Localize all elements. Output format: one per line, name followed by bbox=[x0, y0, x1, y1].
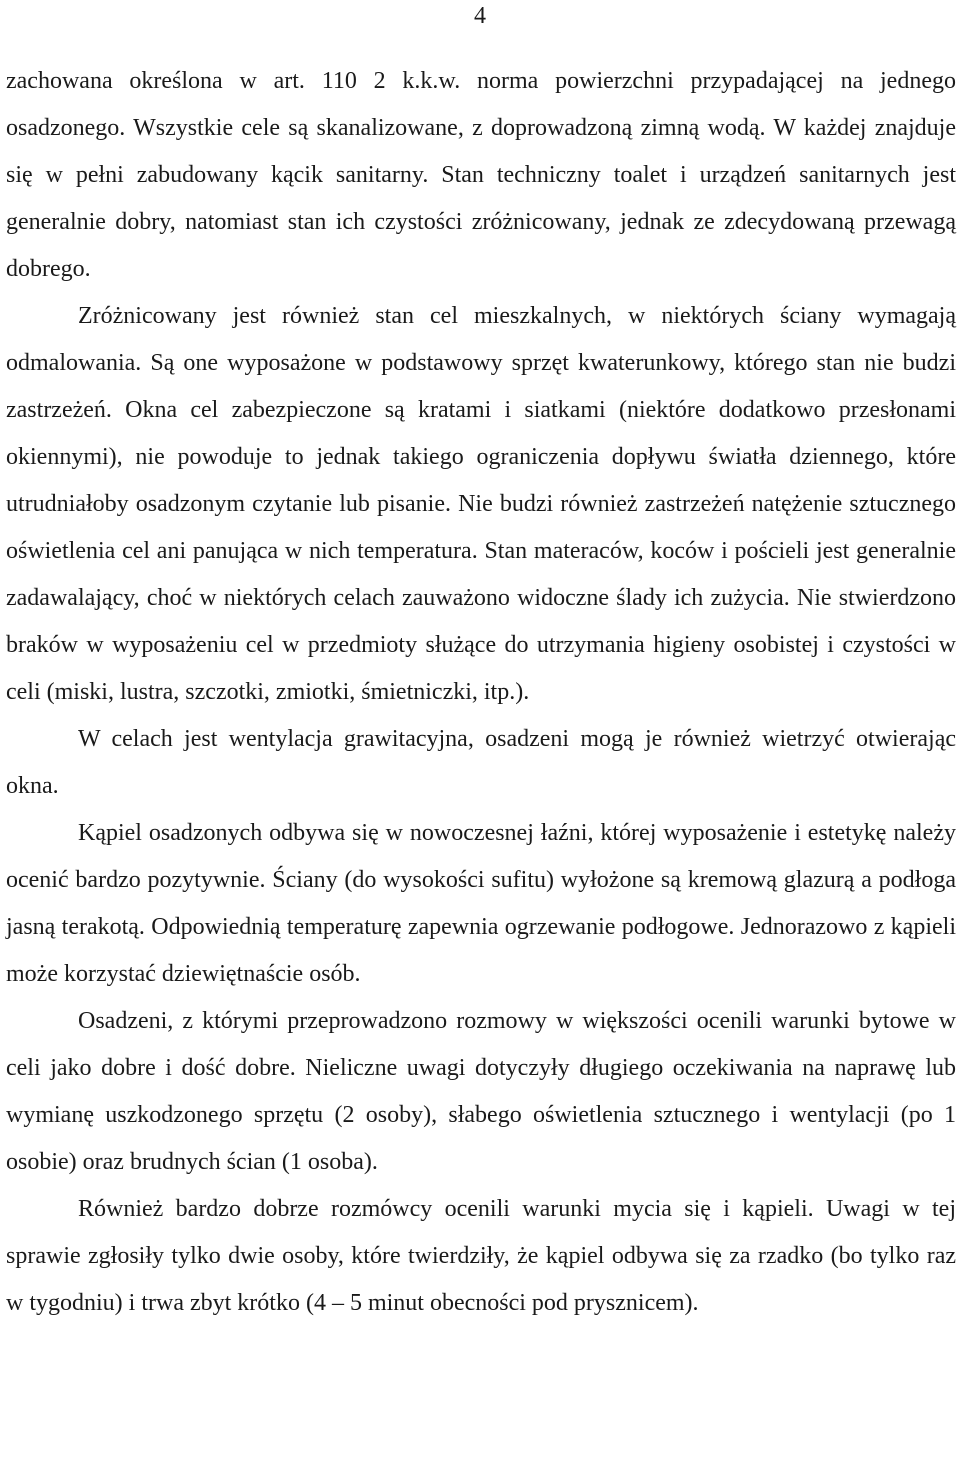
document-body bbox=[6, 58, 956, 1327]
paragraph-ventilation: W celach jest wentylacja grawitacyjna, osadzeni mogą je również wietrzyć otwierając okna. bbox=[6, 726, 956, 799]
paragraph-bathing-remarks: Również bardzo dobrze rozmówcy ocenili warunki mycia się i kąpieli. Uwagi w tej sprawie zgłosiły tylko dwie osoby, które twierdziły, że kąpiel odbywa się za rzadko (bo tylko raz w tygodniu) i trwa zbyt krótko (4 – 5 minut obecności pod prysznicem). bbox=[6, 1196, 956, 1316]
paragraph-cell-conditions: zachowana określona w art. 110 2 k.k.w. norma powierzchni przypadającej na jednego osadzonego. Wszystkie cele są skanalizowane, z doprowadzoną zimną wodą. W każdej znajduje się w pełni zabudowany kącik sanitarny. Stan techniczny toalet i urządzeń sanitarnych jest generalnie dobry, natomiast stan ich czystości zróżnicowany, jednak ze zdecydowaną przewagą dobrego. bbox=[6, 68, 956, 282]
paragraph-bathhouse: Kąpiel osadzonych odbywa się w nowoczesnej łaźni, której wyposażenie i estetykę należy ocenić bardzo pozytywnie. Ściany (do wysokości sufitu) wyłożone są kremową glazurą a podłoga jasną terakotą. Odpowiednią temperaturę zapewnia ogrzewanie podłogowe. Jednorazowo z kąpieli może korzystać dziewiętnaście osób. bbox=[6, 820, 956, 987]
paragraph-inmate-opinions: Osadzeni, z którymi przeprowadzono rozmowy w większości ocenili warunki bytowe w celi jako dobre i dość dobre. Nieliczne uwagi dotyczyły długiego oczekiwania na naprawę lub wymianę uszkodzonego sprzętu (2 osoby), słabego oświetlenia sztucznego i wentylacji (po 1 osobie) oraz brudnych ścian (1 osoba). bbox=[6, 1008, 956, 1175]
paragraph-cell-equipment: Zróżnicowany jest również stan cel mieszkalnych, w niektórych ściany wymagają odmalowania. Są one wyposażone w podstawowy sprzęt kwaterunkowy, którego stan nie budzi zastrzeżeń. Okna cel zabezpieczone są kratami i siatkami (niektóre dodatkowo przesłonami okiennymi), nie powoduje to jednak takiego ograniczenia dopływu światła dziennego, które utrudniałoby osadzonym czytanie lub pisanie. Nie budzi również zastrzeżeń natężenie sztucznego oświetlenia cel ani panująca w nich temperatura. Stan materaców, koców i pościeli jest generalnie zadawalający, choć w niektórych celach zauważono widoczne ślady ich zużycia. Nie stwierdzono braków w wyposażeniu cel w przedmioty służące do utrzymania higieny osobistej i czystości w celi (miski, lustra, szczotki, zmiotki, śmietniczki, itp.). bbox=[6, 303, 956, 705]
page-number: 4 bbox=[474, 3, 486, 29]
